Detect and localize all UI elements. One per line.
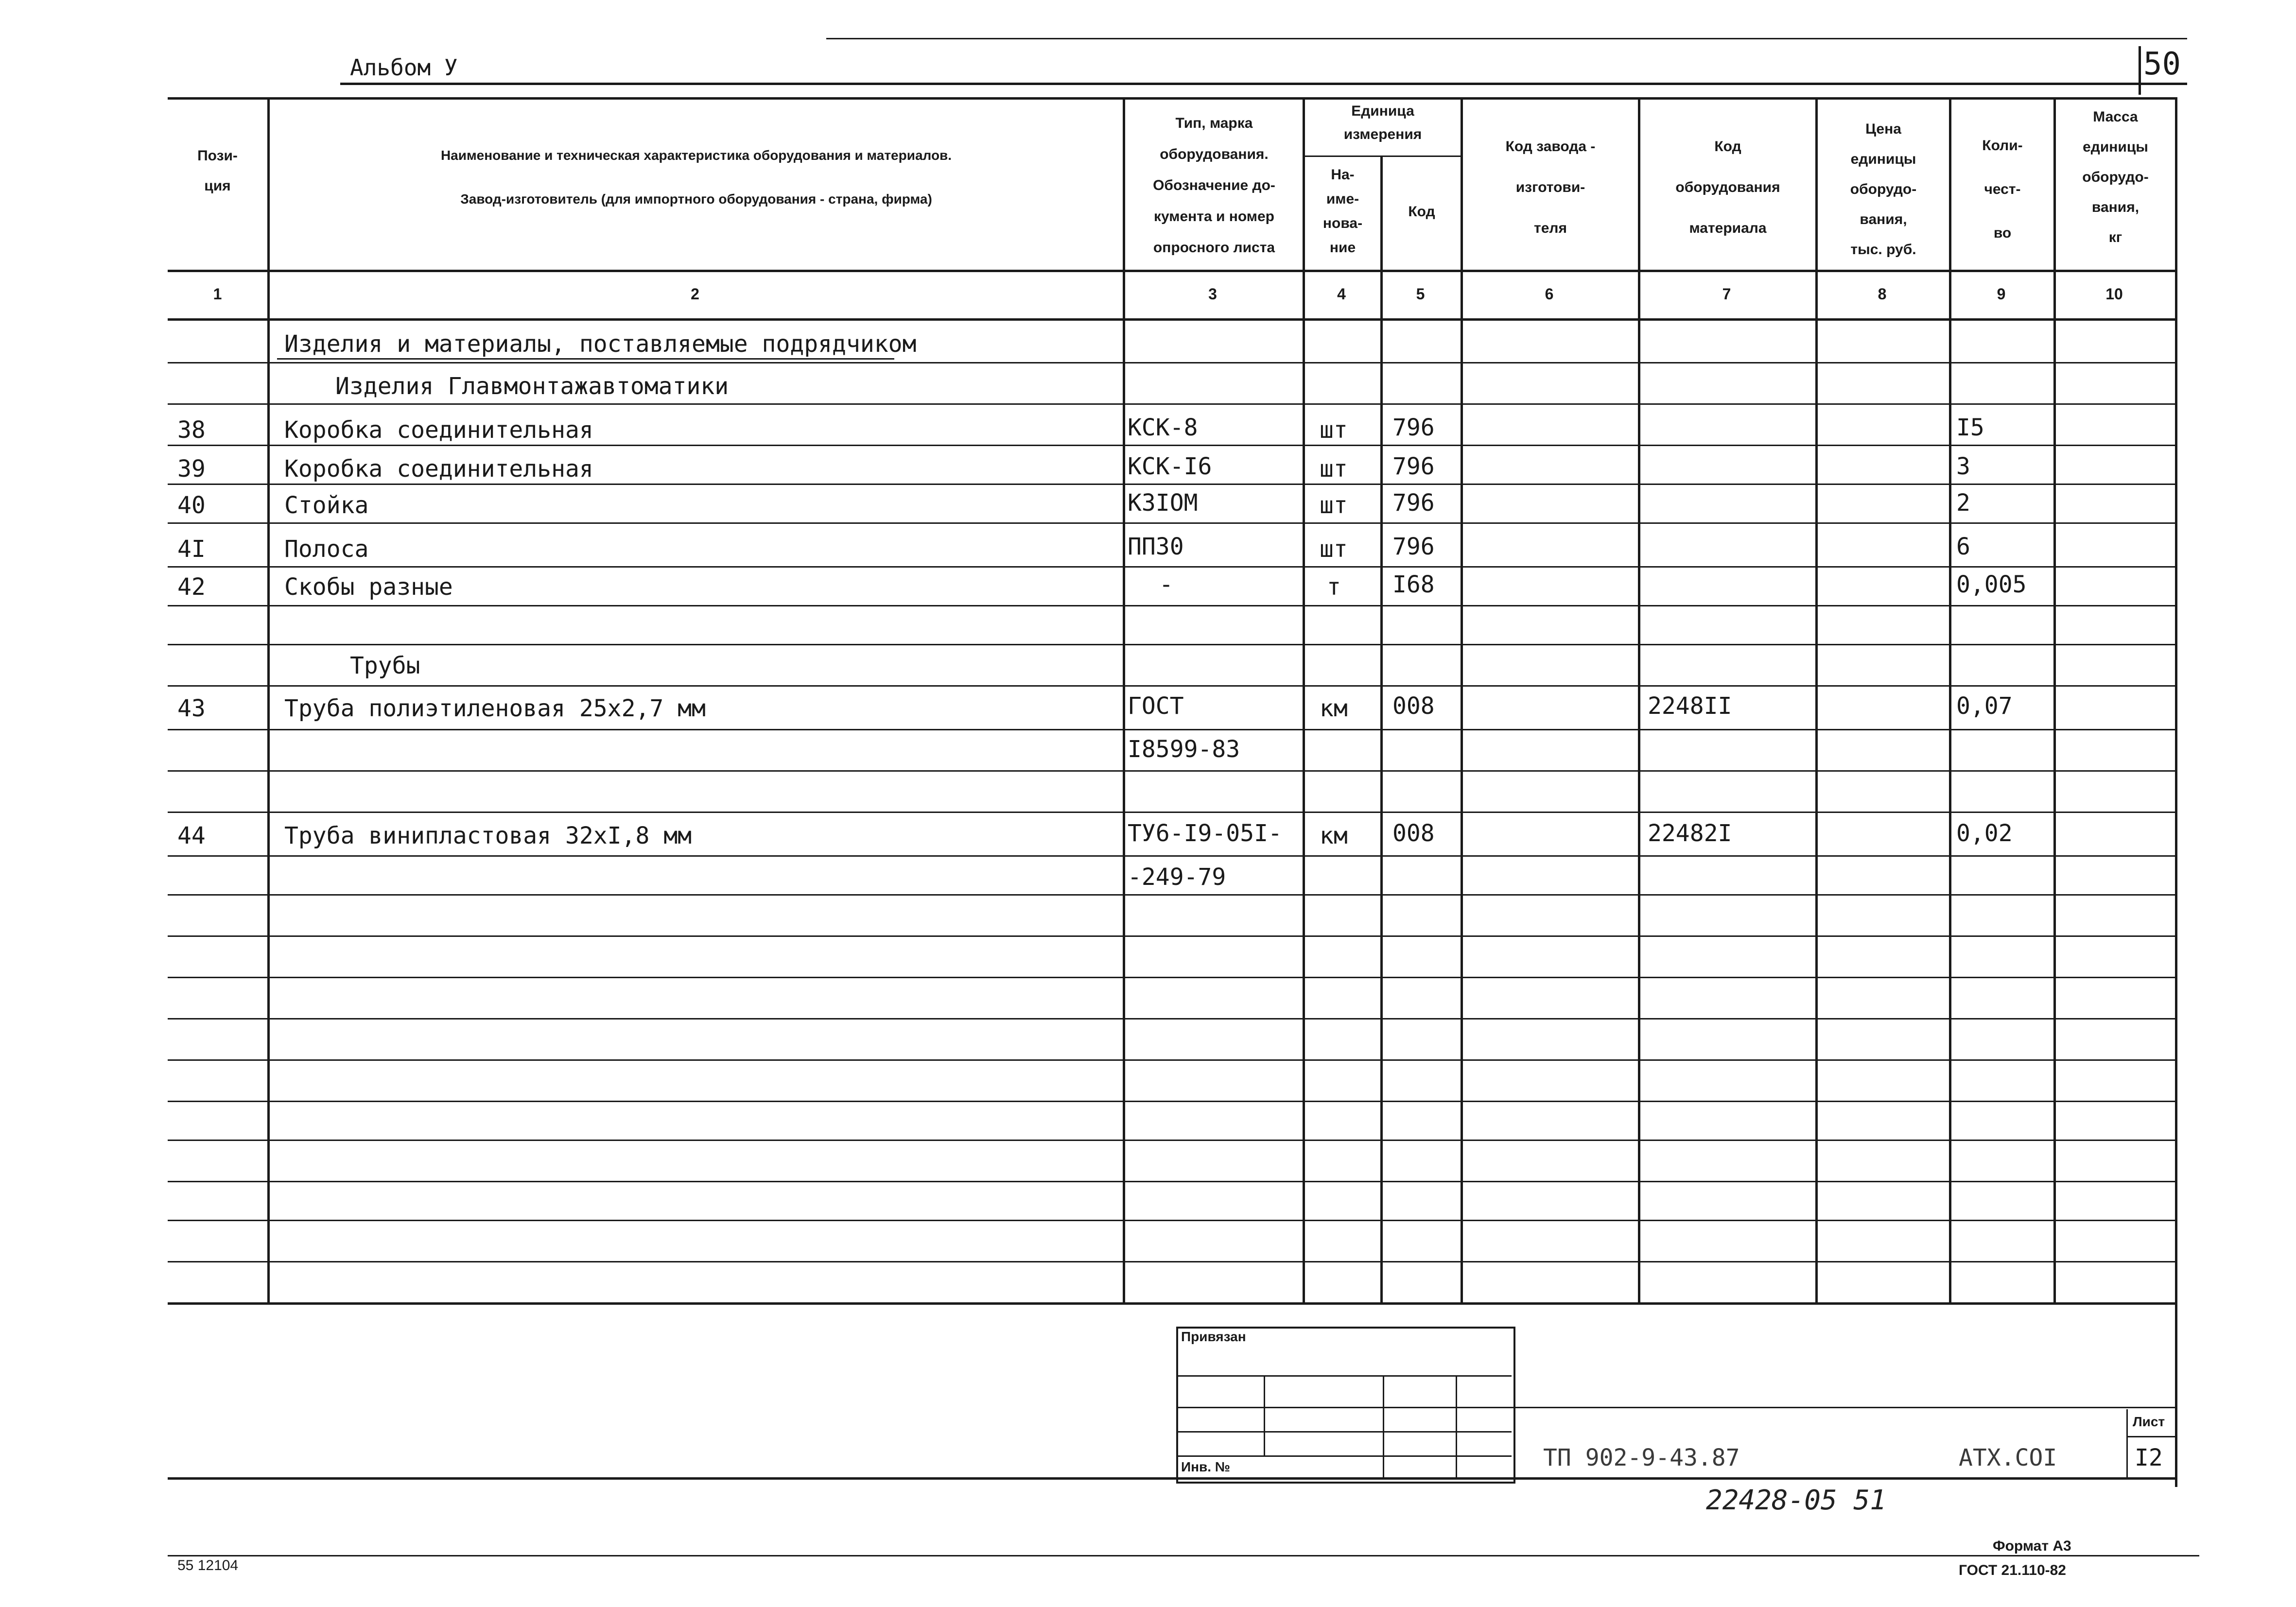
bottom-code: 55 12104 (177, 1557, 239, 1573)
row-line (168, 1059, 2175, 1061)
quantity-cell: 3 (1956, 453, 1970, 480)
header-unit-code: Код (1408, 204, 1435, 220)
quantity-cell: 0,07 (1956, 692, 2013, 720)
row-line (168, 812, 2175, 813)
section-sub-title-1: Изделия Главмонтажавтоматики (335, 373, 729, 400)
type-cell: ГОСТ (1128, 692, 1184, 720)
colnum-4: 4 (1337, 285, 1346, 303)
row-line (168, 935, 2175, 937)
quantity-cell: 2 (1956, 489, 1970, 517)
drawing-code: АТХ.COI (1959, 1444, 2057, 1471)
row-line (168, 566, 2175, 568)
col-divider-9 (2053, 97, 2056, 1305)
colnum-2: 2 (691, 285, 699, 303)
position-cell: 39 (177, 455, 206, 483)
position-cell: 40 (177, 492, 206, 519)
col-divider-7 (1815, 97, 1818, 1305)
position-cell: 38 (177, 416, 206, 444)
type-cell: ТУ6-I9-05I- (1128, 820, 1282, 847)
name-cell: Коробка соединительная (284, 416, 593, 444)
section-main-title: Изделия и материалы, поставляемые подрядчиком (284, 330, 917, 358)
material-code-cell: 2248II (1648, 692, 1732, 720)
stamp-line (1176, 1375, 1512, 1377)
colnum-9: 9 (1997, 285, 2006, 303)
row-line (168, 362, 2175, 363)
stamp-line (1176, 1431, 1512, 1433)
row-line (168, 522, 2175, 524)
unit-cell: т (1327, 573, 1341, 601)
colnum-8: 8 (1878, 285, 1887, 303)
row-line (168, 1181, 2175, 1182)
type-cell-continued: -249-79 (1128, 864, 1226, 891)
row-line (168, 1018, 2175, 1019)
type-cell: - (1159, 571, 1173, 598)
title-block-right (2175, 1305, 2177, 1487)
row-line (168, 644, 2175, 645)
row-line (168, 685, 2175, 687)
title-block-top (1512, 1407, 2175, 1408)
format-label: Формат А3 (1993, 1538, 2071, 1554)
section-sub-title-2: Трубы (350, 652, 420, 679)
material-code-cell: 22482I (1648, 820, 1732, 847)
position-cell: 43 (177, 695, 206, 722)
header-material-code: Код оборудования материала (1675, 138, 1780, 236)
colnum-10: 10 (2105, 285, 2123, 303)
row-line (168, 605, 2175, 606)
type-cell: КСК-8 (1128, 414, 1198, 441)
quantity-cell: I5 (1956, 414, 1984, 441)
header-factory-code: Код завода - изготови- теля (1505, 138, 1596, 236)
inventory-label: Инв. № (1181, 1459, 1231, 1474)
type-cell: КСК-I6 (1128, 453, 1212, 480)
header-type: Тип, марка оборудования. Обозначение до- кумента и номер опросного листа (1153, 115, 1275, 256)
position-cell: 42 (177, 573, 206, 601)
quantity-cell: 0,005 (1956, 571, 2027, 598)
colnum-6: 6 (1545, 285, 1554, 303)
sheet-number: I2 (2135, 1444, 2163, 1471)
stamp-divider (1383, 1375, 1384, 1480)
header-quantity: Коли- чест- во (1982, 138, 2023, 241)
header-name: Наименование и техническая характеристика оборудования и материалов. Завод-изготовитель (для импортного оборудования - страна, фирма) (440, 148, 952, 207)
quantity-cell: 6 (1956, 533, 1970, 560)
name-cell: Скобы разные (284, 573, 453, 601)
col-divider-2 (1123, 97, 1125, 1305)
header-mass: Масса единицы оборудо- вания, кг (2082, 109, 2149, 245)
page-number-divider (2139, 46, 2141, 95)
unit-cell: шт (1320, 492, 1348, 519)
stamp-line (1176, 1407, 1512, 1408)
name-cell: Коробка соединительная (284, 455, 593, 483)
header-rule (340, 83, 2187, 85)
position-cell: 44 (177, 822, 206, 849)
stamp-line (1176, 1455, 1512, 1457)
unit-cell: шт (1320, 536, 1348, 563)
position-cell: 4I (177, 536, 206, 563)
col-divider-1 (267, 97, 270, 1305)
header-bottom-border (168, 270, 2175, 272)
gost-label: ГОСТ 21.110-82 (1959, 1562, 2066, 1578)
colnum-bottom-border (168, 318, 2175, 321)
row-line (168, 977, 2175, 978)
document-code: ТП 902-9-43.87 (1543, 1444, 1740, 1471)
name-cell: Полоса (284, 536, 369, 563)
unit-cell: шт (1320, 416, 1348, 444)
unit-code-cell: I68 (1392, 571, 1435, 598)
album-title: Альбом У (350, 54, 458, 81)
stamp-divider (1264, 1375, 1265, 1455)
sheet-label: Лист (2133, 1414, 2165, 1429)
sheet-box-line (2126, 1436, 2175, 1437)
attached-label: Привязан (1181, 1329, 1246, 1344)
row-line (168, 729, 2175, 730)
type-cell: К3IOM (1128, 489, 1198, 517)
unit-code-cell: 796 (1392, 414, 1435, 441)
stamp-divider (1456, 1375, 1457, 1480)
row-line (168, 1101, 2175, 1102)
type-cell-continued: I8599-83 (1128, 736, 1240, 763)
row-line (168, 1220, 2175, 1221)
col-divider-6 (1638, 97, 1640, 1305)
row-line (168, 855, 2175, 857)
type-cell: ПП30 (1128, 533, 1184, 560)
unit-code-cell: 008 (1392, 820, 1435, 847)
bottom-rule (168, 1555, 2199, 1556)
row-line (168, 1261, 2175, 1262)
table-top-border (168, 97, 2175, 100)
row-line (168, 894, 2175, 896)
colnum-3: 3 (1208, 285, 1217, 303)
unit-cell: км (1320, 695, 1348, 722)
name-cell: Труба винипластовая 32xI,8 мм (284, 822, 692, 849)
sheet-box-divider (2126, 1409, 2128, 1477)
row-line (168, 770, 2175, 772)
row-line (168, 484, 2175, 485)
unit-header-divider (1303, 156, 1463, 157)
colnum-7: 7 (1722, 285, 1731, 303)
colnum-5: 5 (1416, 285, 1425, 303)
row-line (168, 445, 2175, 446)
row-line (168, 403, 2175, 405)
header-unit: Единица измерения (1343, 103, 1422, 142)
header-price: Цена единицы оборудо- вания, тыс. руб. (1850, 121, 1917, 258)
unit-cell: шт (1320, 455, 1348, 483)
title-block-bottom (168, 1477, 2175, 1480)
unit-code-cell: 008 (1392, 692, 1435, 720)
header-position: Пози- ция (197, 148, 238, 194)
section-main-underline (277, 358, 894, 360)
quantity-cell: 0,02 (1956, 820, 2013, 847)
name-cell: Стойка (284, 492, 369, 519)
col-divider-8 (1949, 97, 1951, 1305)
page-number: 50 (2143, 46, 2181, 82)
row-line (168, 1140, 2175, 1141)
unit-code-cell: 796 (1392, 489, 1435, 517)
header-unit-name: На- имe- нова- ние (1322, 167, 1363, 256)
top-rule (826, 38, 2187, 39)
col-divider-5 (1461, 97, 1463, 1305)
unit-code-cell: 796 (1392, 533, 1435, 560)
table-bottom-border (168, 1302, 2175, 1305)
unit-cell: км (1320, 822, 1348, 849)
handwritten-number: 22428-05 51 (1706, 1485, 1886, 1516)
col-divider-10 (2175, 97, 2177, 1305)
unit-code-cell: 796 (1392, 453, 1435, 480)
colnum-1: 1 (213, 285, 222, 303)
name-cell: Труба полиэтиленовая 25x2,7 мм (284, 695, 706, 722)
col-divider-3 (1303, 97, 1305, 1305)
